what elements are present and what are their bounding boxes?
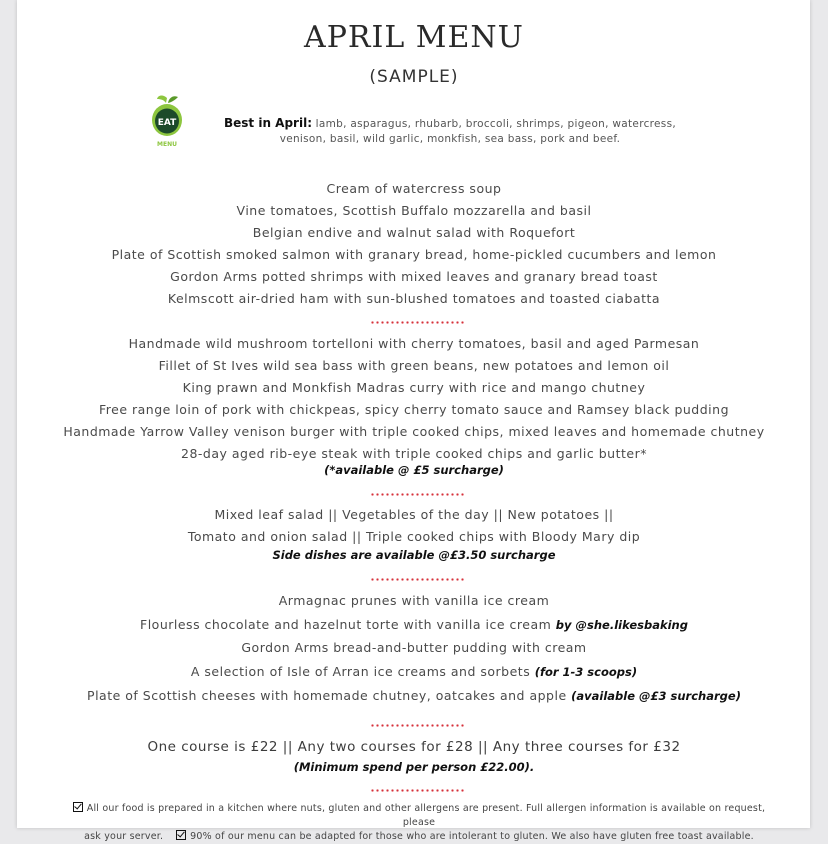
best-in-april-line2: venison, basil, wild garlic, monkfish, sea bass, pork and beef. (279, 133, 621, 145)
mains-surcharge-note: (*available @ £5 surcharge) (324, 463, 504, 477)
starter-item: Belgian endive and walnut salad with Roquefort (252, 225, 576, 240)
dessert-item (0, 664, 828, 679)
main-item: Free range loin of pork with chickpeas, spicy cherry tomato sauce and Ramsey black pudding (98, 402, 730, 417)
checkbox-checked-icon (176, 830, 186, 840)
allergen-footer (60, 802, 778, 844)
dessert-note: (for 1-3 scoops) (534, 665, 638, 679)
starter-item: Plate of Scottish smoked salmon with granary bread, home-pickled cucumbers and lemon (111, 247, 717, 262)
pricing-line: One course is £22 || Any two courses for £28 || Any three courses for £32 (147, 739, 681, 755)
sides-line: Tomato and onion salad || Triple cooked chips with Bloody Mary dip (187, 529, 641, 544)
best-in-april-lead: Best in April: (224, 116, 312, 130)
logo-text-top: EAT (157, 118, 177, 128)
eat-seasonably-logo-icon (150, 94, 184, 148)
logo-text-bottom: MENU (157, 141, 177, 148)
main-item: Fillet of St Ives wild sea bass with green beans, new potatoes and lemon oil (158, 358, 670, 373)
main-item: 28-day aged rib-eye steak with triple cooked chips and garlic butter* (181, 446, 647, 461)
footer-line2a: ask your server. (84, 831, 164, 842)
page-title: APRIL MENU (304, 20, 524, 55)
dessert-item (0, 593, 828, 608)
main-item: King prawn and Monkfish Madras curry with rice and mango chutney (182, 380, 646, 395)
checkbox-checked-icon (73, 802, 83, 812)
starter-item: Vine tomatoes, Scottish Buffalo mozzarella and basil (236, 203, 592, 218)
minimum-spend-note: (Minimum spend per person £22.00). (293, 760, 535, 774)
starter-item: Gordon Arms potted shrimps with mixed leaves and granary bread toast (170, 269, 658, 284)
main-item: Handmade Yarrow Valley venison burger with triple cooked chips, mixed leaves and homemade chutney (63, 424, 765, 439)
dessert-item (0, 640, 828, 655)
page-subtitle: (SAMPLE) (369, 67, 459, 87)
footer-line1: All our food is prepared in a kitchen where nuts, gluten and other allergens are present. Full allergen information is available on request, please (86, 803, 766, 828)
best-in-april (190, 116, 710, 147)
section-divider (370, 493, 466, 496)
best-in-april-line1: lamb, asparagus, rhubarb, broccoli, shrimps, pigeon, watercress, (315, 118, 676, 130)
dessert-text: Flourless chocolate and hazelnut torte with vanilla ice cream (140, 617, 552, 632)
starter-item: Kelmscott air-dried ham with sun-blushed tomatoes and toasted ciabatta (167, 291, 661, 306)
section-divider (370, 724, 466, 727)
section-divider (370, 789, 466, 792)
dessert-text: A selection of Isle of Arran ice creams and sorbets (190, 664, 531, 679)
dessert-item (0, 688, 828, 703)
sides-line: Mixed leaf salad || Vegetables of the day || New potatoes || (214, 507, 614, 522)
main-item: Handmade wild mushroom tortelloni with cherry tomatoes, basil and aged Parmesan (128, 336, 700, 351)
footer-line2b: 90% of our menu can be adapted for those who are intolerant to gluten. We also have gluten free toast available. (190, 831, 754, 842)
section-divider (370, 578, 466, 581)
starter-item: Cream of watercress soup (326, 181, 502, 196)
section-divider (370, 321, 466, 324)
dessert-text: Plate of Scottish cheeses with homemade chutney, oatcakes and apple (87, 688, 567, 703)
dessert-credit: by @she.likesbaking (555, 618, 688, 632)
sides-surcharge-note: Side dishes are available @£3.50 surcharge (272, 548, 556, 562)
dessert-text: Armagnac prunes with vanilla ice cream (278, 593, 550, 608)
dessert-text: Gordon Arms bread-and-butter pudding with cream (241, 640, 587, 655)
dessert-item (0, 617, 828, 632)
dessert-note: (available @£3 surcharge) (571, 689, 741, 703)
